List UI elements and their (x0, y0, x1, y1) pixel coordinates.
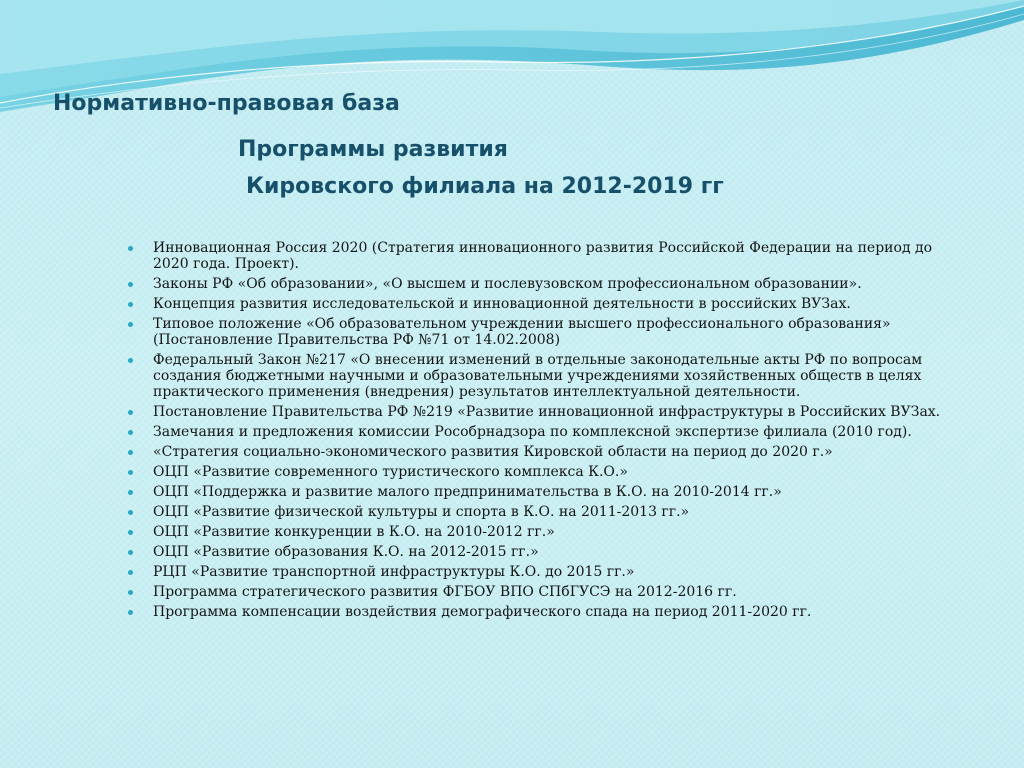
list-item-text: Концепция развития исследовательской и инновационной деятельности в российских ВУЗах. (153, 296, 851, 312)
bullet-icon (128, 410, 133, 415)
list-item-text: Федеральный Закон №217 «О внесении изменений в отдельные законодательные акты РФ по вопросам создания бюджетными научными и образовательными учреждениями хозяйственных обществ в целях практического применения (внедрения) результатов интеллектуальной деятельности. (153, 352, 923, 400)
list-item (128, 504, 958, 520)
bullet-icon (128, 322, 133, 327)
bullet-icon (128, 450, 133, 455)
list-item (128, 544, 958, 560)
list-item-text: «Стратегия социально-экономического развития Кировской области на период до 2020 г.» (153, 444, 833, 460)
list-item (128, 296, 958, 312)
list-item-text: ОЦП «Развитие физической культуры и спорта в К.О. на 2011-2013 гг.» (153, 504, 690, 520)
bullet-icon (128, 282, 133, 287)
list-item (128, 352, 958, 400)
list-item (128, 564, 958, 580)
list-item-text: ОЦП «Развитие современного туристического комплекса К.О.» (153, 464, 628, 480)
bullet-icon (128, 302, 133, 307)
list-item-text: Законы РФ «Об образовании», «О высшем и послевузовском профессиональном образовании». (153, 276, 862, 292)
bullet-icon (128, 490, 133, 495)
list-item (128, 464, 958, 480)
list-item (128, 424, 958, 440)
title-line-3: Кировского филиала на 2012-2019 гг (246, 174, 724, 199)
list-item (128, 276, 958, 292)
list-item (128, 444, 958, 460)
bullet-list (128, 240, 958, 624)
list-item (128, 604, 958, 620)
bullet-icon (128, 358, 133, 363)
bullet-icon (128, 470, 133, 475)
bullet-icon (128, 530, 133, 535)
list-item (128, 240, 958, 272)
list-item-text: Замечания и предложения комиссии Рособрнадзора по комплексной экспертизе филиала (2010 год). (153, 424, 912, 440)
list-item-text: РЦП «Развитие транспортной инфраструктуры К.О. до 2015 гг.» (153, 564, 635, 580)
list-item-text: ОЦП «Развитие образования К.О. на 2012-2015 гг.» (153, 544, 539, 560)
bullet-icon (128, 570, 133, 575)
list-item-text: Инновационная Россия 2020 (Стратегия инновационного развития Российской Федерации на период до 2020 года. Проект). (153, 240, 933, 272)
bullet-icon (128, 610, 133, 615)
list-item-text: Типовое положение «Об образовательном учреждении высшего профессионального образования» (Постановление Правительства РФ №71 от 14.02.2008) (153, 316, 891, 348)
list-item (128, 484, 958, 500)
bullet-icon (128, 590, 133, 595)
list-item (128, 404, 958, 420)
bullet-icon (128, 246, 133, 251)
list-item-text: Программа стратегического развития ФГБОУ ВПО СПбГУСЭ на 2012-2016 гг. (153, 584, 737, 600)
title-line-1: Нормативно-правовая база (53, 91, 400, 116)
list-item (128, 584, 958, 600)
slide-title (0, 0, 1024, 230)
list-item-text: ОЦП «Развитие конкуренции в К.О. на 2010-2012 гг.» (153, 524, 555, 540)
list-item (128, 316, 958, 348)
bullet-icon (128, 430, 133, 435)
title-line-2: Программы развития (238, 137, 508, 162)
bullet-icon (128, 510, 133, 515)
bullet-icon (128, 550, 133, 555)
list-item-text: Программа компенсации воздействия демографического спада на период 2011-2020 гг. (153, 604, 812, 620)
list-item-text: Постановление Правительства РФ №219 «Развитие инновационной инфраструктуры в Российских ВУЗах. (153, 404, 941, 420)
list-item (128, 524, 958, 540)
list-item-text: ОЦП «Поддержка и развитие малого предпринимательства в К.О. на 2010-2014 гг.» (153, 484, 782, 500)
